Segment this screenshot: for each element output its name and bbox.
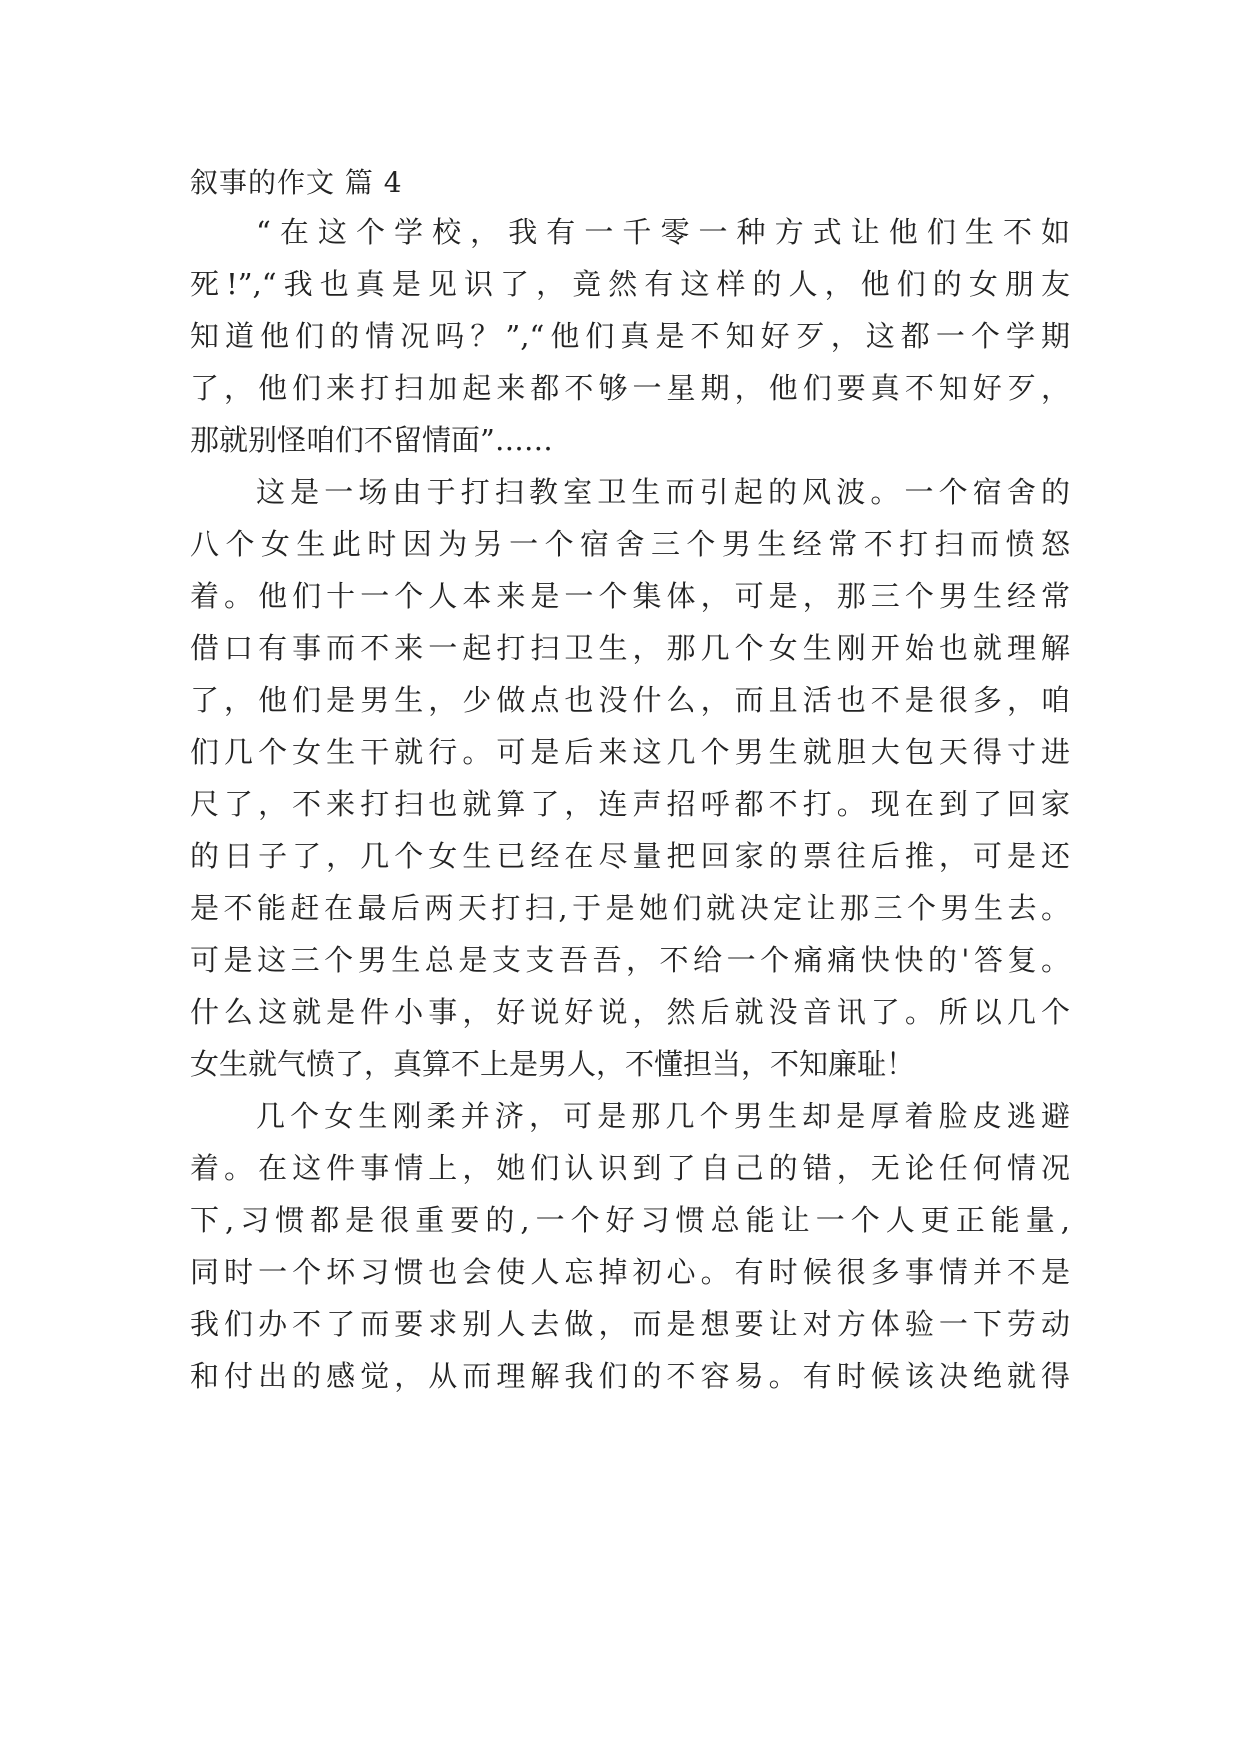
text-line-18: 几个女生刚柔并济，可是那几个男生却是厚着脸皮逃避: [256, 1099, 1070, 1133]
text-line-19: 着。在这件事情上，她们认识到了自己的错，无论任何情况: [190, 1151, 1070, 1185]
text-line-12: 尺了，不来打扫也就算了，连声招呼都不打。现在到了回家: [190, 787, 1070, 821]
text-line-16: 什么这就是件小事，好说好说，然后就没音讯了。所以几个: [190, 995, 1070, 1029]
text-line-3: 知道他们的情况吗？”,“他们真是不知好歹，这都一个学期: [190, 319, 1070, 353]
text-line-21: 同时一个坏习惯也会使人忘掉初心。有时候很多事情并不是: [190, 1255, 1070, 1289]
text-line-23: 和付出的感觉，从而理解我们的不容易。有时候该决绝就得: [190, 1359, 1070, 1393]
text-line-4: 了，他们来打扫加起来都不够一星期，他们要真不知好歹，: [190, 371, 1070, 405]
text-line-22: 我们办不了而要求别人去做，而是想要让对方体验一下劳动: [190, 1307, 1070, 1341]
text-line-9: 借口有事而不来一起打扫卫生，那几个女生刚开始也就理解: [190, 631, 1070, 665]
text-line-8: 着。他们十一个人本来是一个集体，可是，那三个男生经常: [190, 579, 1070, 613]
text-line-13: 的日子了，几个女生已经在尽量把回家的票往后推，可是还: [190, 839, 1070, 873]
text-line-5: 那就别怪咱们不留情面”……: [190, 423, 553, 457]
text-line-6: 这是一场由于打扫教室卫生而引起的风波。一个宿舍的: [256, 475, 1070, 509]
text-line-2: 死!”,“我也真是见识了，竟然有这样的人，他们的女朋友: [190, 267, 1070, 301]
text-line-20: 下,习惯都是很重要的,一个好习惯总能让一个人更正能量,: [190, 1203, 1070, 1237]
text-line-17: 女生就气愤了，真算不上是男人，不懂担当，不知廉耻！: [190, 1047, 916, 1081]
document-title: 叙事的作文 篇 4: [190, 166, 403, 199]
text-line-11: 们几个女生干就行。可是后来这几个男生就胆大包天得寸进: [190, 735, 1070, 769]
text-line-14: 是不能赶在最后两天打扫,于是她们就决定让那三个男生去。: [190, 891, 1070, 925]
text-line-10: 了，他们是男生，少做点也没什么，而且活也不是很多，咱: [190, 683, 1070, 717]
text-line-7: 八个女生此时因为另一个宿舍三个男生经常不打扫而愤怒: [190, 527, 1070, 561]
text-line-15: 可是这三个男生总是支支吾吾，不给一个痛痛快快的'答复。: [190, 943, 1070, 977]
text-line-1: “在这个学校，我有一千零一种方式让他们生不如: [256, 215, 1070, 249]
